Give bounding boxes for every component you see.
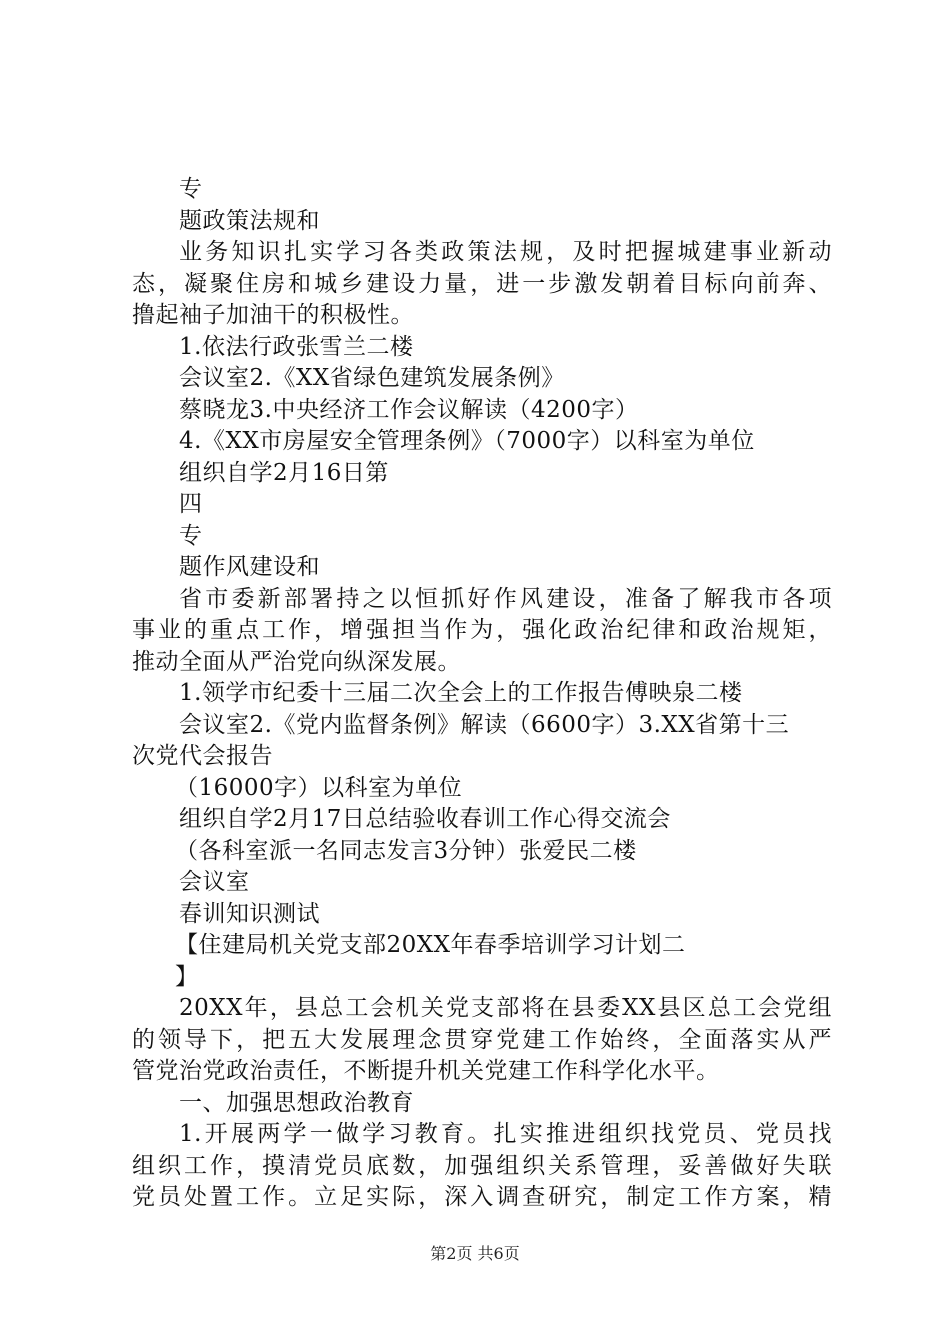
- text-line: 专: [179, 176, 203, 202]
- text-line: 撸起袖子加油干的积极性。: [132, 302, 414, 328]
- text-line: 四: [179, 491, 203, 517]
- text-line: 4.《XX市房屋安全管理条例》（7000字）以科室为单位: [179, 428, 755, 454]
- page-footer: 第2页 共6页: [430, 1244, 520, 1263]
- text-line: 会议室: [179, 869, 250, 895]
- text-line: 一、加强思想政治教育: [179, 1089, 414, 1116]
- text-line: （各科室派一名同志发言3分钟）张爱民二楼: [175, 837, 637, 864]
- text-line: 组织工作，摸清党员底数，加强组织关系管理，妥善做好失联: [132, 1152, 832, 1179]
- text-line: 业务知识扎实学习各类政策法规，及时把握城建事业新动: [179, 239, 832, 265]
- text-line: 】: [175, 963, 199, 990]
- text-line: 推动全面从严治党向纵深发展。: [132, 648, 461, 675]
- text-line: 蔡晓龙3.中央经济工作会议解读（4200字）: [179, 396, 639, 423]
- text-line: 态，凝聚住房和城乡建设力量，进一步激发朝着目标向前奔、: [132, 270, 832, 297]
- document-body: [132, 174, 832, 1214]
- text-line: 省市委新部署持之以恒抓好作风建设，准备了解我市各项: [179, 585, 832, 612]
- text-line: 会议室2.《XX省绿色建筑发展条例》: [179, 365, 565, 391]
- text-line: 1.开展两学一做学习教育。扎实推进组织找党员、党员找: [179, 1121, 832, 1147]
- text-line: 1.领学市纪委十三届二次全会上的工作报告傅映泉二楼: [179, 680, 743, 706]
- text-line: 题作风建设和: [179, 554, 320, 580]
- text-line: 【住建局机关党支部20XX年春季培训学习计划二: [175, 932, 686, 958]
- text-line: 管党治党政治责任，不断提升机关党建工作科学化水平。: [132, 1058, 720, 1084]
- text-line: 党员处置工作。立足实际，深入调查研究，制定工作方案，精: [132, 1184, 832, 1210]
- text-line: 题政策法规和: [179, 207, 320, 234]
- text-line: 专: [179, 522, 203, 549]
- text-line: 20XX年，县总工会机关党支部将在县委XX县区总工会党组: [179, 995, 832, 1021]
- text-line: 组织自学2月16日第: [179, 459, 389, 486]
- text-line: 春训知识测试: [179, 900, 320, 927]
- text-line: 的领导下，把五大发展理念贯穿党建工作始终，全面落实从严: [132, 1026, 832, 1053]
- text-line: 会议室2.《党内监督条例》解读（6600字）3.XX省第十三: [179, 711, 790, 738]
- text-line: 组织自学2月17日总结验收春训工作心得交流会: [179, 806, 671, 832]
- text-line: 次党代会报告: [132, 743, 273, 769]
- text-line: 事业的重点工作，增强担当作为，强化政治纪律和政治规矩，: [132, 617, 832, 643]
- text-line: 1.依法行政张雪兰二楼: [179, 333, 414, 360]
- text-line: （16000字）以科室为单位: [175, 774, 463, 801]
